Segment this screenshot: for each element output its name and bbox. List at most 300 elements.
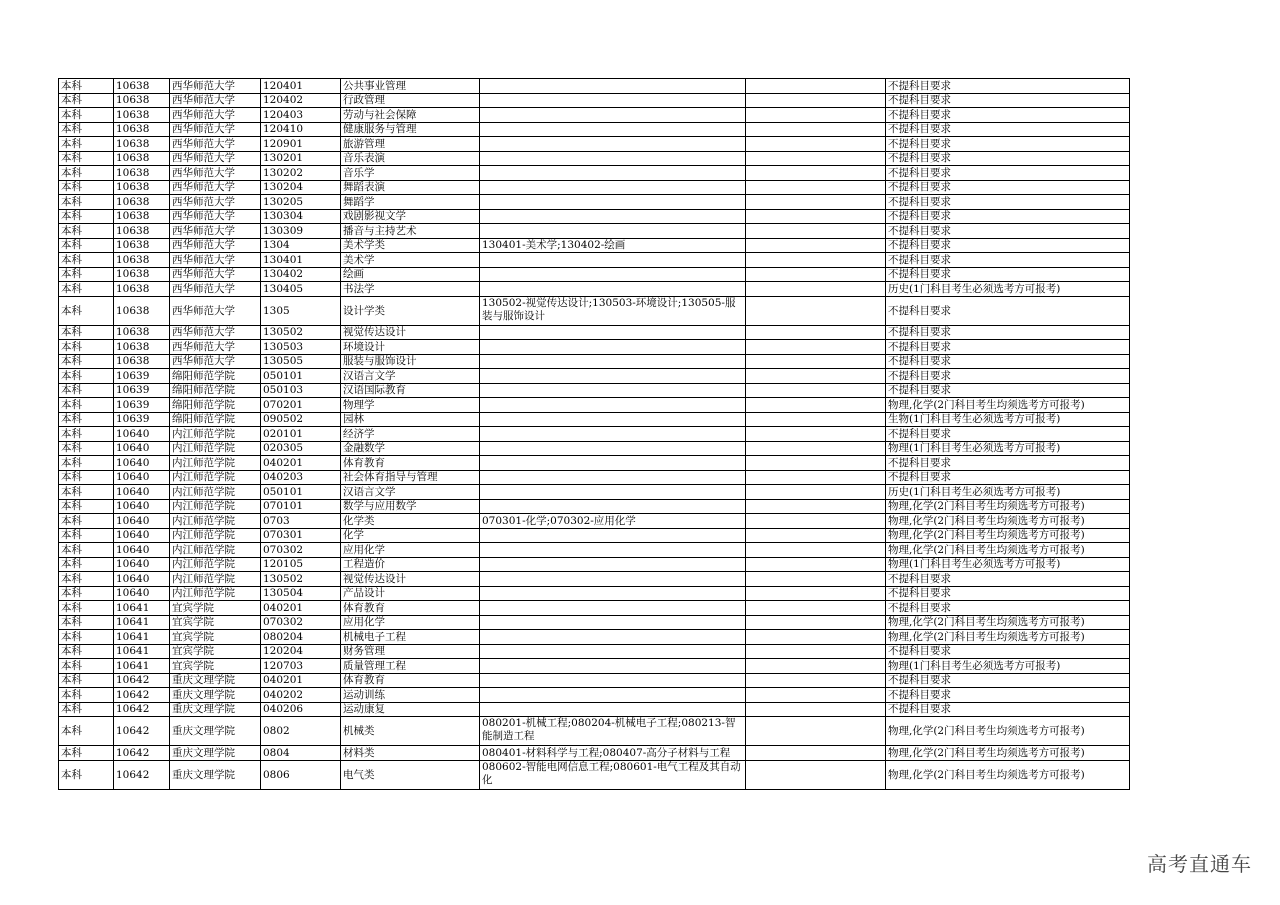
major-name-cell: 戏剧影视文学 xyxy=(341,209,480,224)
blank-cell xyxy=(746,441,886,456)
level-cell: 本科 xyxy=(59,702,114,717)
school-code-cell: 10641 xyxy=(114,615,170,630)
included-majors-cell xyxy=(480,586,746,601)
blank-cell xyxy=(746,427,886,442)
blank-cell xyxy=(746,717,886,746)
subject-requirement-cell: 物理,化学(2门科目考生均须选考方可报考) xyxy=(886,499,1130,514)
major-name-cell: 舞蹈表演 xyxy=(341,180,480,195)
blank-cell xyxy=(746,93,886,108)
table-row xyxy=(59,224,1130,239)
major-name-cell: 运动康复 xyxy=(341,702,480,717)
table-row xyxy=(59,238,1130,253)
included-majors-cell xyxy=(480,673,746,688)
table-row xyxy=(59,383,1130,398)
school-code-cell: 10642 xyxy=(114,717,170,746)
blank-cell xyxy=(746,659,886,674)
school-code-cell: 10640 xyxy=(114,427,170,442)
subject-requirement-cell: 不提科目要求 xyxy=(886,688,1130,703)
major-code-cell: 130202 xyxy=(261,166,341,181)
table-row xyxy=(59,180,1130,195)
school-name-cell: 宜宾学院 xyxy=(170,601,261,616)
school-code-cell: 10639 xyxy=(114,369,170,384)
school-code-cell: 10638 xyxy=(114,253,170,268)
included-majors-cell xyxy=(480,630,746,645)
table-row xyxy=(59,108,1130,123)
subject-requirement-cell: 不提科目要求 xyxy=(886,702,1130,717)
major-code-cell: 070301 xyxy=(261,528,341,543)
major-name-cell: 播音与主持艺术 xyxy=(341,224,480,239)
table-row xyxy=(59,456,1130,471)
subject-requirement-cell: 生物(1门科目考生必须选考方可报考) xyxy=(886,412,1130,427)
level-cell: 本科 xyxy=(59,412,114,427)
subject-requirement-cell: 不提科目要求 xyxy=(886,166,1130,181)
major-code-cell: 020305 xyxy=(261,441,341,456)
school-name-cell: 内江师范学院 xyxy=(170,572,261,587)
included-majors-cell xyxy=(480,93,746,108)
school-code-cell: 10639 xyxy=(114,383,170,398)
table-row xyxy=(59,412,1130,427)
table-row xyxy=(59,369,1130,384)
school-name-cell: 西华师范大学 xyxy=(170,79,261,94)
blank-cell xyxy=(746,398,886,413)
major-name-cell: 健康服务与管理 xyxy=(341,122,480,137)
table-row xyxy=(59,340,1130,355)
included-majors-cell xyxy=(480,572,746,587)
school-code-cell: 10638 xyxy=(114,93,170,108)
blank-cell xyxy=(746,456,886,471)
table-row xyxy=(59,209,1130,224)
major-code-cell: 130502 xyxy=(261,325,341,340)
level-cell: 本科 xyxy=(59,572,114,587)
major-code-cell: 040201 xyxy=(261,601,341,616)
major-name-cell: 金融数学 xyxy=(341,441,480,456)
subject-requirement-cell: 不提科目要求 xyxy=(886,108,1130,123)
major-name-cell: 绘画 xyxy=(341,267,480,282)
table-row xyxy=(59,499,1130,514)
school-code-cell: 10639 xyxy=(114,398,170,413)
school-name-cell: 西华师范大学 xyxy=(170,209,261,224)
blank-cell xyxy=(746,528,886,543)
level-cell: 本科 xyxy=(59,485,114,500)
level-cell: 本科 xyxy=(59,456,114,471)
major-code-cell: 0802 xyxy=(261,717,341,746)
level-cell: 本科 xyxy=(59,746,114,761)
school-name-cell: 西华师范大学 xyxy=(170,108,261,123)
major-code-cell: 040201 xyxy=(261,456,341,471)
subject-requirement-cell: 物理,化学(2门科目考生均须选考方可报考) xyxy=(886,514,1130,529)
blank-cell xyxy=(746,688,886,703)
subject-requirement-cell: 物理,化学(2门科目考生均须选考方可报考) xyxy=(886,746,1130,761)
subject-requirement-cell: 不提科目要求 xyxy=(886,456,1130,471)
blank-cell xyxy=(746,702,886,717)
blank-cell xyxy=(746,325,886,340)
school-code-cell: 10640 xyxy=(114,543,170,558)
level-cell: 本科 xyxy=(59,427,114,442)
major-name-cell: 社会体育指导与管理 xyxy=(341,470,480,485)
blank-cell xyxy=(746,253,886,268)
school-code-cell: 10638 xyxy=(114,195,170,210)
school-name-cell: 重庆文理学院 xyxy=(170,717,261,746)
included-majors-cell xyxy=(480,108,746,123)
table-row xyxy=(59,267,1130,282)
level-cell: 本科 xyxy=(59,369,114,384)
school-name-cell: 宜宾学院 xyxy=(170,630,261,645)
blank-cell xyxy=(746,644,886,659)
table-row xyxy=(59,398,1130,413)
level-cell: 本科 xyxy=(59,79,114,94)
major-code-cell: 070302 xyxy=(261,543,341,558)
table-row xyxy=(59,630,1130,645)
blank-cell xyxy=(746,166,886,181)
table-row xyxy=(59,615,1130,630)
school-code-cell: 10638 xyxy=(114,267,170,282)
major-code-cell: 130405 xyxy=(261,282,341,297)
watermark: 高考直通车 xyxy=(1147,852,1252,876)
included-majors-cell xyxy=(480,122,746,137)
major-code-cell: 130309 xyxy=(261,224,341,239)
school-name-cell: 西华师范大学 xyxy=(170,340,261,355)
blank-cell xyxy=(746,557,886,572)
major-name-cell: 视觉传达设计 xyxy=(341,325,480,340)
blank-cell xyxy=(746,470,886,485)
school-code-cell: 10642 xyxy=(114,746,170,761)
major-code-cell: 050101 xyxy=(261,369,341,384)
blank-cell xyxy=(746,412,886,427)
blank-cell xyxy=(746,760,886,789)
school-code-cell: 10641 xyxy=(114,601,170,616)
school-name-cell: 西华师范大学 xyxy=(170,137,261,152)
level-cell: 本科 xyxy=(59,296,114,325)
blank-cell xyxy=(746,572,886,587)
included-majors-cell xyxy=(480,209,746,224)
major-name-cell: 化学类 xyxy=(341,514,480,529)
included-majors-cell xyxy=(480,151,746,166)
subject-requirement-cell: 不提科目要求 xyxy=(886,427,1130,442)
major-code-cell: 090502 xyxy=(261,412,341,427)
school-name-cell: 西华师范大学 xyxy=(170,180,261,195)
blank-cell xyxy=(746,180,886,195)
table-row xyxy=(59,427,1130,442)
subject-requirement-cell: 物理,化学(2门科目考生均须选考方可报考) xyxy=(886,543,1130,558)
major-name-cell: 物理学 xyxy=(341,398,480,413)
school-code-cell: 10638 xyxy=(114,354,170,369)
major-code-cell: 120703 xyxy=(261,659,341,674)
level-cell: 本科 xyxy=(59,398,114,413)
major-code-cell: 120204 xyxy=(261,644,341,659)
included-majors-cell xyxy=(480,499,746,514)
subject-requirement-cell: 不提科目要求 xyxy=(886,253,1130,268)
blank-cell xyxy=(746,122,886,137)
school-name-cell: 内江师范学院 xyxy=(170,485,261,500)
level-cell: 本科 xyxy=(59,340,114,355)
included-majors-cell xyxy=(480,702,746,717)
school-name-cell: 西华师范大学 xyxy=(170,122,261,137)
blank-cell xyxy=(746,746,886,761)
major-code-cell: 130304 xyxy=(261,209,341,224)
major-code-cell: 120410 xyxy=(261,122,341,137)
table-row xyxy=(59,601,1130,616)
table-row xyxy=(59,746,1130,761)
table-row xyxy=(59,441,1130,456)
included-majors-cell xyxy=(480,688,746,703)
school-name-cell: 绵阳师范学院 xyxy=(170,369,261,384)
subject-requirement-cell: 不提科目要求 xyxy=(886,369,1130,384)
subject-requirement-cell: 不提科目要求 xyxy=(886,238,1130,253)
level-cell: 本科 xyxy=(59,528,114,543)
subject-requirement-cell: 不提科目要求 xyxy=(886,601,1130,616)
level-cell: 本科 xyxy=(59,470,114,485)
school-code-cell: 10638 xyxy=(114,325,170,340)
major-name-cell: 机械类 xyxy=(341,717,480,746)
school-code-cell: 10640 xyxy=(114,572,170,587)
included-majors-cell: 080602-智能电网信息工程;080601-电气工程及其自动化 xyxy=(480,760,746,789)
school-code-cell: 10642 xyxy=(114,673,170,688)
major-code-cell: 130505 xyxy=(261,354,341,369)
included-majors-cell xyxy=(480,383,746,398)
table-row xyxy=(59,166,1130,181)
table-row xyxy=(59,354,1130,369)
included-majors-cell xyxy=(480,659,746,674)
major-name-cell: 化学 xyxy=(341,528,480,543)
blank-cell xyxy=(746,586,886,601)
major-code-cell: 040201 xyxy=(261,673,341,688)
school-name-cell: 绵阳师范学院 xyxy=(170,398,261,413)
school-code-cell: 10640 xyxy=(114,514,170,529)
school-name-cell: 西华师范大学 xyxy=(170,296,261,325)
major-name-cell: 电气类 xyxy=(341,760,480,789)
subject-requirement-cell: 不提科目要求 xyxy=(886,340,1130,355)
major-code-cell: 070302 xyxy=(261,615,341,630)
subject-requirement-cell: 不提科目要求 xyxy=(886,325,1130,340)
table-row xyxy=(59,702,1130,717)
major-name-cell: 美术学类 xyxy=(341,238,480,253)
blank-cell xyxy=(746,630,886,645)
blank-cell xyxy=(746,79,886,94)
included-majors-cell: 080401-材料科学与工程;080407-高分子材料与工程 xyxy=(480,746,746,761)
level-cell: 本科 xyxy=(59,151,114,166)
school-code-cell: 10638 xyxy=(114,108,170,123)
blank-cell xyxy=(746,238,886,253)
major-name-cell: 美术学 xyxy=(341,253,480,268)
blank-cell xyxy=(746,543,886,558)
major-code-cell: 120401 xyxy=(261,79,341,94)
major-code-cell: 040203 xyxy=(261,470,341,485)
level-cell: 本科 xyxy=(59,543,114,558)
blank-cell xyxy=(746,499,886,514)
table-row xyxy=(59,79,1130,94)
included-majors-cell: 130401-美术学;130402-绘画 xyxy=(480,238,746,253)
blank-cell xyxy=(746,601,886,616)
included-majors-cell xyxy=(480,325,746,340)
table-row xyxy=(59,688,1130,703)
major-code-cell: 050103 xyxy=(261,383,341,398)
school-code-cell: 10638 xyxy=(114,79,170,94)
major-name-cell: 公共事业管理 xyxy=(341,79,480,94)
school-name-cell: 重庆文理学院 xyxy=(170,673,261,688)
table-row xyxy=(59,253,1130,268)
school-code-cell: 10640 xyxy=(114,528,170,543)
included-majors-cell xyxy=(480,528,746,543)
major-name-cell: 材料类 xyxy=(341,746,480,761)
subject-requirement-cell: 不提科目要求 xyxy=(886,209,1130,224)
subject-requirement-cell: 历史(1门科目考生必须选考方可报考) xyxy=(886,485,1130,500)
school-code-cell: 10640 xyxy=(114,456,170,471)
level-cell: 本科 xyxy=(59,586,114,601)
table-row xyxy=(59,528,1130,543)
major-name-cell: 环境设计 xyxy=(341,340,480,355)
subject-requirement-cell: 不提科目要求 xyxy=(886,383,1130,398)
major-name-cell: 体育教育 xyxy=(341,601,480,616)
major-code-cell: 120901 xyxy=(261,137,341,152)
table-body xyxy=(59,79,1130,790)
blank-cell xyxy=(746,615,886,630)
level-cell: 本科 xyxy=(59,166,114,181)
major-code-cell: 120402 xyxy=(261,93,341,108)
blank-cell xyxy=(746,151,886,166)
included-majors-cell xyxy=(480,79,746,94)
school-name-cell: 西华师范大学 xyxy=(170,195,261,210)
table-row xyxy=(59,673,1130,688)
school-code-cell: 10638 xyxy=(114,137,170,152)
school-name-cell: 重庆文理学院 xyxy=(170,760,261,789)
included-majors-cell xyxy=(480,195,746,210)
included-majors-cell: 080201-机械工程;080204-机械电子工程;080213-智能制造工程 xyxy=(480,717,746,746)
school-name-cell: 内江师范学院 xyxy=(170,470,261,485)
subject-requirement-cell: 物理,化学(2门科目考生均须选考方可报考) xyxy=(886,615,1130,630)
table-row xyxy=(59,572,1130,587)
table-row xyxy=(59,122,1130,137)
school-code-cell: 10642 xyxy=(114,760,170,789)
included-majors-cell: 130502-视觉传达设计;130503-环境设计;130505-服装与服饰设计 xyxy=(480,296,746,325)
subject-requirement-cell: 不提科目要求 xyxy=(886,93,1130,108)
level-cell: 本科 xyxy=(59,514,114,529)
subject-requirement-cell: 物理,化学(2门科目考生均须选考方可报考) xyxy=(886,717,1130,746)
included-majors-cell xyxy=(480,557,746,572)
subject-requirement-cell: 历史(1门科目考生必须选考方可报考) xyxy=(886,282,1130,297)
table-row xyxy=(59,659,1130,674)
school-code-cell: 10640 xyxy=(114,499,170,514)
subject-requirement-cell: 不提科目要求 xyxy=(886,151,1130,166)
table-row xyxy=(59,586,1130,601)
subject-requirement-cell: 不提科目要求 xyxy=(886,296,1130,325)
major-name-cell: 汉语言文学 xyxy=(341,485,480,500)
table-row xyxy=(59,557,1130,572)
blank-cell xyxy=(746,673,886,688)
level-cell: 本科 xyxy=(59,499,114,514)
school-name-cell: 西华师范大学 xyxy=(170,253,261,268)
school-name-cell: 内江师范学院 xyxy=(170,557,261,572)
table-row xyxy=(59,151,1130,166)
major-name-cell: 设计学类 xyxy=(341,296,480,325)
level-cell: 本科 xyxy=(59,630,114,645)
blank-cell xyxy=(746,383,886,398)
subject-requirement-cell: 不提科目要求 xyxy=(886,644,1130,659)
level-cell: 本科 xyxy=(59,659,114,674)
subject-requirement-cell: 不提科目要求 xyxy=(886,572,1130,587)
school-name-cell: 内江师范学院 xyxy=(170,528,261,543)
major-name-cell: 园林 xyxy=(341,412,480,427)
school-code-cell: 10640 xyxy=(114,441,170,456)
level-cell: 本科 xyxy=(59,282,114,297)
subject-requirement-cell: 物理(1门科目考生必须选考方可报考) xyxy=(886,557,1130,572)
table-row xyxy=(59,717,1130,746)
major-name-cell: 应用化学 xyxy=(341,615,480,630)
level-cell: 本科 xyxy=(59,325,114,340)
included-majors-cell xyxy=(480,543,746,558)
level-cell: 本科 xyxy=(59,717,114,746)
school-name-cell: 西华师范大学 xyxy=(170,325,261,340)
school-code-cell: 10638 xyxy=(114,282,170,297)
major-code-cell: 130204 xyxy=(261,180,341,195)
included-majors-cell xyxy=(480,615,746,630)
level-cell: 本科 xyxy=(59,557,114,572)
included-majors-cell xyxy=(480,441,746,456)
school-code-cell: 10638 xyxy=(114,224,170,239)
school-name-cell: 西华师范大学 xyxy=(170,282,261,297)
subject-requirement-cell: 不提科目要求 xyxy=(886,673,1130,688)
level-cell: 本科 xyxy=(59,644,114,659)
school-code-cell: 10640 xyxy=(114,586,170,601)
major-code-cell: 130402 xyxy=(261,267,341,282)
subject-requirement-cell: 不提科目要求 xyxy=(886,267,1130,282)
included-majors-cell xyxy=(480,253,746,268)
school-code-cell: 10638 xyxy=(114,151,170,166)
school-name-cell: 重庆文理学院 xyxy=(170,702,261,717)
blank-cell xyxy=(746,195,886,210)
major-code-cell: 130503 xyxy=(261,340,341,355)
school-name-cell: 西华师范大学 xyxy=(170,166,261,181)
included-majors-cell: 070301-化学;070302-应用化学 xyxy=(480,514,746,529)
school-name-cell: 内江师范学院 xyxy=(170,586,261,601)
level-cell: 本科 xyxy=(59,354,114,369)
major-code-cell: 0806 xyxy=(261,760,341,789)
included-majors-cell xyxy=(480,398,746,413)
level-cell: 本科 xyxy=(59,224,114,239)
school-code-cell: 10642 xyxy=(114,688,170,703)
school-name-cell: 内江师范学院 xyxy=(170,514,261,529)
table-row xyxy=(59,325,1130,340)
school-name-cell: 重庆文理学院 xyxy=(170,746,261,761)
major-code-cell: 120403 xyxy=(261,108,341,123)
school-name-cell: 西华师范大学 xyxy=(170,354,261,369)
subject-requirement-cell: 不提科目要求 xyxy=(886,470,1130,485)
major-name-cell: 质量管理工程 xyxy=(341,659,480,674)
major-name-cell: 财务管理 xyxy=(341,644,480,659)
included-majors-cell xyxy=(480,137,746,152)
major-code-cell: 040202 xyxy=(261,688,341,703)
included-majors-cell xyxy=(480,412,746,427)
major-code-cell: 070101 xyxy=(261,499,341,514)
major-code-cell: 1304 xyxy=(261,238,341,253)
school-name-cell: 宜宾学院 xyxy=(170,615,261,630)
school-name-cell: 内江师范学院 xyxy=(170,543,261,558)
level-cell: 本科 xyxy=(59,195,114,210)
school-code-cell: 10640 xyxy=(114,470,170,485)
table-row xyxy=(59,644,1130,659)
school-name-cell: 内江师范学院 xyxy=(170,427,261,442)
subject-requirement-cell: 不提科目要求 xyxy=(886,586,1130,601)
major-code-cell: 040206 xyxy=(261,702,341,717)
major-name-cell: 汉语言文学 xyxy=(341,369,480,384)
blank-cell xyxy=(746,369,886,384)
subject-requirement-cell: 不提科目要求 xyxy=(886,180,1130,195)
level-cell: 本科 xyxy=(59,615,114,630)
level-cell: 本科 xyxy=(59,673,114,688)
table-row xyxy=(59,760,1130,789)
included-majors-cell xyxy=(480,427,746,442)
included-majors-cell xyxy=(480,166,746,181)
blank-cell xyxy=(746,282,886,297)
